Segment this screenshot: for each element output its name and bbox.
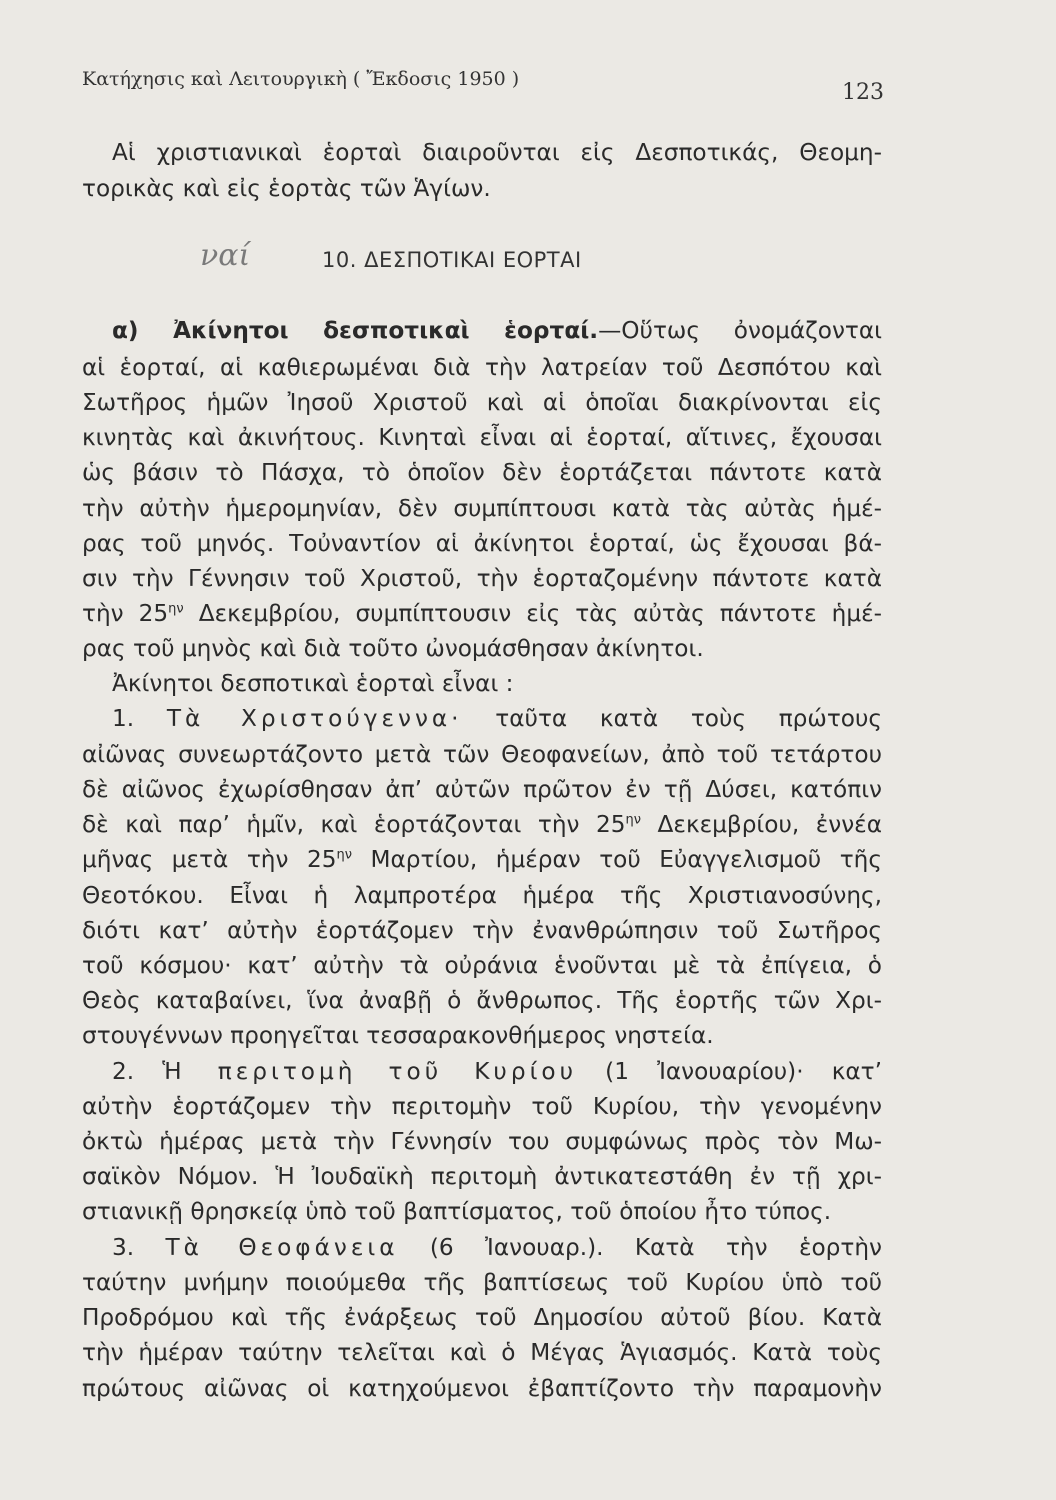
para-line: Ἀκίνητοι δεσποτικαὶ ἑορταὶ εἶναι : (112, 670, 514, 697)
para-line: αἱ ἑορταί, αἱ καθιερωμέναι διὰ τὴν λατρείαν τοῦ Δεσπότου καὶ (82, 354, 882, 381)
list-item-line: δὲ καὶ παρ’ ἡμῖν, καὶ ἑορτάζονται τὴν $25^{\eta\nu}$ Δεκεμβρίου, ἐννέα (82, 811, 883, 838)
list-item-line: αἰῶνας συνεωρτάζοντο μετὰ τῶν Θεοφανείων, ἀπὸ τοῦ τετάρτου (82, 741, 882, 768)
subsection-heading: α) Ἀκίνητοι δεσποτικαὶ ἑορταί. (112, 317, 599, 344)
list-item-line: μῆνας μετὰ τὴν $25^{\eta\nu}$ Μαρτίου, ἡμέραν τοῦ Εὐαγγελισμοῦ τῆς (82, 846, 882, 873)
intro-line: τορικὰς καὶ εἰς ἑορτὰς τῶν Ἁγίων. (82, 175, 491, 202)
para-line: κινητὰς καὶ ἀκινήτους. Κινηταὶ εἶναι αἱ ἑορταί, αἵτινες, ἔχουσαι (82, 424, 882, 451)
feast-name: Τὰ Χριστούγεννα· (166, 705, 463, 732)
list-item-line: Θεοτόκου. Εἶναι ἡ λαμπροτέρα ἡμέρα τῆς Χριστιανοσύνης, (82, 882, 882, 909)
feast-name: Τὰ Θεοφάνεια (165, 1234, 399, 1261)
feast-name: Ἡ περιτομὴ τοῦ Κυρίου (162, 1058, 578, 1085)
list-item-line: 2. Ἡ περιτομὴ τοῦ Κυρίου (1 Ἰανουαρίου)· κατ’ (112, 1058, 883, 1085)
list-item-line: στουγέννων προηγεῖται τεσσαρακονθήμερος νηστεία. (82, 1022, 714, 1049)
para-line: τὴν αὐτὴν ἡμερομηνίαν, δὲν συμπίπτουσι κατὰ τὰς αὐτὰς ἡμέ- (82, 495, 882, 522)
handwritten-annotation: ναί (200, 238, 251, 273)
page-number: 123 (842, 80, 884, 105)
para-line: ρας τοῦ μηνὸς καὶ διὰ τοῦτο ὠνομάσθησαν ἀκίνητοι. (82, 635, 704, 662)
list-item-line: 3. Τὰ Θεοφάνεια (6 Ἰανουαρ.). Κατὰ τὴν ἑορτὴν (112, 1234, 882, 1261)
list-item-line: ταύτην μνήμην ποιούμεθα τῆς βαπτίσεως τοῦ Κυρίου ὑπὸ τοῦ (82, 1269, 882, 1296)
list-item-line: στιανικῇ θρησκείᾳ ὑπὸ τοῦ βαπτίσματος, τοῦ ὁποίου ἦτο τύπος. (82, 1198, 832, 1225)
para-line: ρας τοῦ μηνός. Τοὐναντίον αἱ ἀκίνητοι ἑορταί, ὡς ἔχουσαι βά- (82, 530, 882, 557)
list-item-line: ὀκτὼ ἡμέρας μετὰ τὴν Γέννησίν του συμφώνως πρὸς τὸν Μω- (82, 1128, 882, 1155)
running-header: Κατήχησις καὶ Λειτουργικὴ ( Ἔκδοσις 1950 ) (82, 68, 520, 90)
para-line: ὡς βάσιν τὸ Πάσχα, τὸ ὁποῖον δὲν ἑορτάζεται πάντοτε κατὰ (82, 459, 882, 486)
ordinal-suffix: ην (168, 601, 184, 617)
list-item-line: πρώτους αἰῶνας οἱ κατηχούμενοι ἐβαπτίζοντο τὴν παραμονὴν (82, 1375, 882, 1402)
list-item-line: τὴν ἡμέραν ταύτην τελεῖται καὶ ὁ Μέγας Ἁγιασμός. Κατὰ τοὺς (82, 1339, 882, 1366)
list-item-line: σαϊκὸν Νόμον. Ἡ Ἰουδαϊκὴ περιτομὴ ἀντικατεστάθη ἐν τῇ χρι- (82, 1163, 882, 1190)
list-item-line: διότι κατ’ αὐτὴν ἑορτάζομεν τὴν ἐνανθρώπησιν τοῦ Σωτῆρος (82, 917, 882, 944)
list-item-line: αὐτὴν ἑορτάζομεν τὴν περιτομὴν τοῦ Κυρίου, τὴν γενομένην (82, 1093, 882, 1120)
para-line: σιν τὴν Γέννησιν τοῦ Χριστοῦ, τὴν ἑορταζομένην πάντοτε κατὰ (82, 565, 882, 592)
list-item-line: τοῦ κόσμου· κατ’ αὐτὴν τὰ οὐράνια ἑνοῦνται μὲ τὰ ἐπίγεια, ὁ (82, 952, 882, 979)
list-item-line: Θεὸς καταβαίνει, ἵνα ἀναβῇ ὁ ἄνθρωπος. Τῆς ἑορτῆς τῶν Χρι- (82, 987, 882, 1014)
para-line: Σωτῆρος ἡμῶν Ἰησοῦ Χριστοῦ καὶ αἱ ὁποῖαι διακρίνονται εἰς (82, 389, 882, 416)
intro-line: Αἱ χριστιανικαὶ ἑορταὶ διαιροῦνται εἰς Δεσποτικάς, Θεομη- (112, 139, 882, 166)
list-item-line: 1. Τὰ Χριστούγεννα· ταῦτα κατὰ τοὺς πρώτους (112, 705, 882, 732)
list-item-line: Προδρόμου καὶ τῆς ἐνάρξεως τοῦ Δημοσίου αὐτοῦ βίου. Κατὰ (82, 1304, 882, 1331)
para-line: τὴν $25^{\eta\nu}$ Δεκεμβρίου, συμπίπτουσιν εἰς τὰς αὐτὰς πάντοτε ἡμέ- (82, 600, 882, 627)
section-title: 10. ΔΕΣΠΟΤΙΚΑΙ ΕΟΡΤΑΙ (322, 248, 582, 272)
para-line: α) Ἀκίνητοι δεσποτικαὶ ἑορταί.—Οὕτως ὀνομάζονται (112, 317, 882, 344)
list-item-line: δὲ αἰῶνος ἐχωρίσθησαν ἀπ’ αὐτῶν πρῶτον ἐν τῇ Δύσει, κατόπιν (82, 776, 882, 803)
